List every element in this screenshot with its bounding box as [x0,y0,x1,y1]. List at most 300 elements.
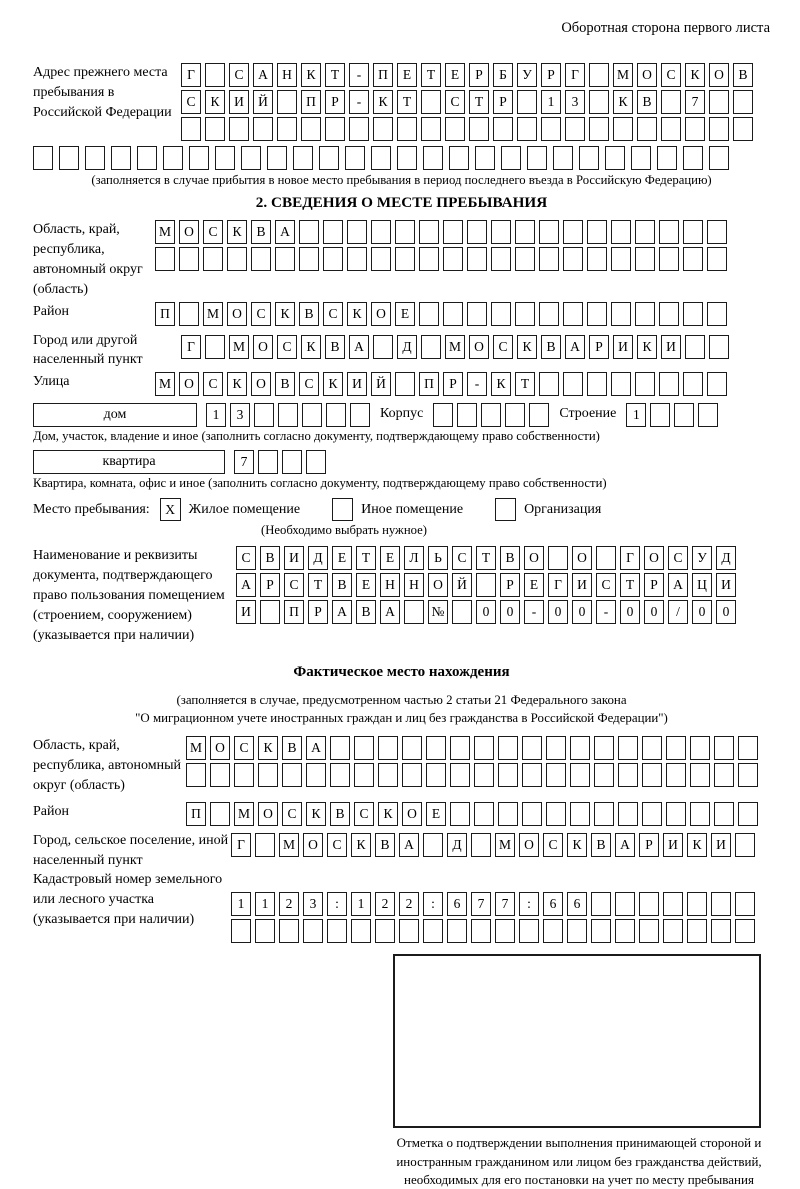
char-cell[interactable] [683,146,703,170]
char-cell[interactable]: 6 [543,892,563,916]
char-cell[interactable]: А [615,833,635,857]
char-cell[interactable]: К [275,302,295,326]
char-cell[interactable] [589,63,609,87]
char-cell[interactable] [515,220,535,244]
char-cell[interactable] [709,90,729,114]
char-cell[interactable]: Й [452,573,472,597]
char-cell[interactable]: У [517,63,537,87]
char-cell[interactable] [467,247,487,271]
char-cell[interactable] [515,247,535,271]
char-cell[interactable] [277,117,297,141]
char-cell[interactable] [402,763,422,787]
char-cell[interactable] [371,220,391,244]
char-cell[interactable]: В [637,90,657,114]
char-cell[interactable] [498,736,518,760]
char-cell[interactable] [546,802,566,826]
char-cell[interactable] [683,372,703,396]
char-cell[interactable]: 0 [476,600,496,624]
char-cell[interactable] [399,919,419,943]
char-cell[interactable] [539,372,559,396]
char-cell[interactable]: М [279,833,299,857]
char-cell[interactable] [277,90,297,114]
char-cell[interactable]: А [399,833,419,857]
char-cell[interactable] [546,736,566,760]
char-cell[interactable] [85,146,105,170]
char-cell[interactable]: К [491,372,511,396]
char-cell[interactable]: К [373,90,393,114]
char-cell[interactable] [631,146,651,170]
char-cell[interactable] [642,763,662,787]
char-cell[interactable] [543,919,563,943]
char-cell[interactable]: В [251,220,271,244]
char-cell[interactable] [137,146,157,170]
char-cell[interactable] [570,802,590,826]
char-cell[interactable] [275,247,295,271]
char-cell[interactable]: Т [421,63,441,87]
char-cell[interactable] [303,919,323,943]
char-cell[interactable]: Е [397,63,417,87]
char-cell[interactable] [205,335,225,359]
char-cell[interactable] [181,117,201,141]
char-cell[interactable] [476,573,496,597]
char-cell[interactable]: И [711,833,731,857]
char-cell[interactable] [685,335,705,359]
char-cell[interactable]: Т [515,372,535,396]
char-cell[interactable]: В [275,372,295,396]
char-cell[interactable] [687,919,707,943]
stay-option-residential-checkbox[interactable]: X [160,498,181,521]
char-cell[interactable] [579,146,599,170]
char-cell[interactable]: Т [476,546,496,570]
char-cell[interactable]: Г [620,546,640,570]
char-cell[interactable]: П [155,302,175,326]
char-cell[interactable]: К [351,833,371,857]
char-cell[interactable] [714,763,734,787]
char-cell[interactable] [505,403,525,427]
char-cell[interactable] [254,403,274,427]
char-cell[interactable] [491,220,511,244]
char-cell[interactable] [347,220,367,244]
char-cell[interactable]: О [709,63,729,87]
char-cell[interactable] [163,146,183,170]
char-cell[interactable]: - [467,372,487,396]
char-cell[interactable] [349,117,369,141]
char-cell[interactable] [423,833,443,857]
char-cell[interactable]: Л [404,546,424,570]
char-cell[interactable] [659,247,679,271]
char-cell[interactable] [618,802,638,826]
char-cell[interactable] [423,146,443,170]
char-cell[interactable] [395,220,415,244]
char-cell[interactable] [501,146,521,170]
char-cell[interactable] [659,302,679,326]
char-cell[interactable] [471,919,491,943]
char-cell[interactable] [474,802,494,826]
char-cell[interactable]: М [155,372,175,396]
char-cell[interactable]: Е [524,573,544,597]
char-cell[interactable]: И [347,372,367,396]
char-cell[interactable]: О [179,220,199,244]
char-cell[interactable] [326,403,346,427]
char-cell[interactable] [241,146,261,170]
char-cell[interactable] [452,600,472,624]
char-cell[interactable] [205,117,225,141]
char-cell[interactable]: У [692,546,712,570]
char-cell[interactable] [189,146,209,170]
char-cell[interactable]: П [284,600,304,624]
char-cell[interactable] [491,247,511,271]
char-cell[interactable] [325,117,345,141]
char-cell[interactable] [657,146,677,170]
char-cell[interactable] [498,802,518,826]
char-cell[interactable] [661,117,681,141]
char-cell[interactable]: С [236,546,256,570]
char-cell[interactable] [639,892,659,916]
char-cell[interactable] [687,892,707,916]
char-cell[interactable]: А [565,335,585,359]
char-cell[interactable]: Б [493,63,513,87]
char-cell[interactable] [714,736,734,760]
char-cell[interactable] [354,763,374,787]
char-cell[interactable] [539,302,559,326]
char-cell[interactable] [373,335,393,359]
char-cell[interactable]: Г [181,63,201,87]
char-cell[interactable] [596,546,616,570]
char-cell[interactable] [397,146,417,170]
char-cell[interactable] [475,146,495,170]
char-cell[interactable]: С [181,90,201,114]
char-cell[interactable] [467,220,487,244]
char-cell[interactable] [690,802,710,826]
char-cell[interactable] [260,600,280,624]
char-cell[interactable] [493,117,513,141]
char-cell[interactable]: В [299,302,319,326]
char-cell[interactable]: 1 [541,90,561,114]
char-cell[interactable]: : [327,892,347,916]
char-cell[interactable] [306,450,326,474]
char-cell[interactable] [395,372,415,396]
char-cell[interactable] [258,763,278,787]
char-cell[interactable] [111,146,131,170]
char-cell[interactable]: Т [469,90,489,114]
char-cell[interactable]: Р [500,573,520,597]
char-cell[interactable]: 0 [644,600,664,624]
char-cell[interactable]: К [378,802,398,826]
char-cell[interactable] [563,302,583,326]
char-cell[interactable] [587,247,607,271]
char-cell[interactable] [522,802,542,826]
char-cell[interactable] [421,117,441,141]
char-cell[interactable]: Р [469,63,489,87]
char-cell[interactable] [635,302,655,326]
char-cell[interactable] [589,117,609,141]
char-cell[interactable] [443,220,463,244]
char-cell[interactable] [234,763,254,787]
char-cell[interactable] [685,117,705,141]
char-cell[interactable]: В [260,546,280,570]
char-cell[interactable] [611,220,631,244]
char-cell[interactable]: 7 [234,450,254,474]
char-cell[interactable]: К [301,63,321,87]
char-cell[interactable]: С [354,802,374,826]
char-cell[interactable] [421,90,441,114]
char-cell[interactable] [419,220,439,244]
char-cell[interactable]: В [332,573,352,597]
char-cell[interactable]: Т [620,573,640,597]
char-cell[interactable] [529,403,549,427]
char-cell[interactable]: О [572,546,592,570]
char-cell[interactable]: Е [380,546,400,570]
char-cell[interactable] [674,403,694,427]
char-cell[interactable]: М [203,302,223,326]
char-cell[interactable]: Г [231,833,251,857]
char-cell[interactable] [179,247,199,271]
char-cell[interactable]: Г [565,63,585,87]
char-cell[interactable]: К [205,90,225,114]
char-cell[interactable]: К [301,335,321,359]
char-cell[interactable] [635,220,655,244]
char-cell[interactable] [450,736,470,760]
char-cell[interactable] [605,146,625,170]
char-cell[interactable] [419,247,439,271]
char-cell[interactable] [639,919,659,943]
char-cell[interactable]: 1 [351,892,371,916]
char-cell[interactable]: В [375,833,395,857]
char-cell[interactable]: В [282,736,302,760]
char-cell[interactable] [548,546,568,570]
char-cell[interactable]: А [349,335,369,359]
char-cell[interactable] [738,802,758,826]
char-cell[interactable]: : [519,892,539,916]
char-cell[interactable] [59,146,79,170]
char-cell[interactable] [711,919,731,943]
char-cell[interactable] [539,220,559,244]
stay-option-other-checkbox[interactable] [332,498,353,521]
char-cell[interactable]: 7 [685,90,705,114]
char-cell[interactable]: Е [395,302,415,326]
char-cell[interactable]: Р [443,372,463,396]
char-cell[interactable]: 7 [495,892,515,916]
char-cell[interactable] [323,220,343,244]
char-cell[interactable]: П [373,63,393,87]
stay-option-organization-checkbox[interactable] [495,498,516,521]
char-cell[interactable] [707,247,727,271]
char-cell[interactable] [563,372,583,396]
char-cell[interactable]: 0 [692,600,712,624]
char-cell[interactable] [611,372,631,396]
char-cell[interactable]: Т [325,63,345,87]
char-cell[interactable] [733,117,753,141]
char-cell[interactable] [253,117,273,141]
char-cell[interactable] [155,247,175,271]
char-cell[interactable]: С [251,302,271,326]
char-cell[interactable]: 0 [500,600,520,624]
char-cell[interactable] [611,247,631,271]
char-cell[interactable]: К [685,63,705,87]
char-cell[interactable] [279,919,299,943]
char-cell[interactable]: О [469,335,489,359]
char-cell[interactable] [255,919,275,943]
char-cell[interactable] [450,802,470,826]
char-cell[interactable] [541,117,561,141]
char-cell[interactable] [395,247,415,271]
char-cell[interactable] [469,117,489,141]
char-cell[interactable]: - [349,63,369,87]
char-cell[interactable] [618,763,638,787]
char-cell[interactable] [690,763,710,787]
char-cell[interactable]: Й [371,372,391,396]
char-cell[interactable] [443,302,463,326]
char-cell[interactable] [663,919,683,943]
char-cell[interactable] [319,146,339,170]
char-cell[interactable] [591,919,611,943]
char-cell[interactable] [611,302,631,326]
char-cell[interactable] [491,302,511,326]
char-cell[interactable] [709,146,729,170]
char-cell[interactable]: К [517,335,537,359]
char-cell[interactable] [733,90,753,114]
char-cell[interactable] [615,892,635,916]
char-cell[interactable]: О [210,736,230,760]
char-cell[interactable]: Р [325,90,345,114]
char-cell[interactable]: С [229,63,249,87]
char-cell[interactable]: Р [308,600,328,624]
char-cell[interactable] [471,833,491,857]
char-cell[interactable]: А [380,600,400,624]
char-cell[interactable]: П [186,802,206,826]
char-cell[interactable]: П [301,90,321,114]
char-cell[interactable] [215,146,235,170]
char-cell[interactable]: В [500,546,520,570]
char-cell[interactable] [587,302,607,326]
char-cell[interactable] [591,892,611,916]
char-cell[interactable] [570,736,590,760]
char-cell[interactable] [306,763,326,787]
char-cell[interactable]: Н [380,573,400,597]
char-cell[interactable]: 0 [572,600,592,624]
char-cell[interactable] [589,90,609,114]
char-cell[interactable] [515,302,535,326]
char-cell[interactable] [258,450,278,474]
char-cell[interactable]: И [236,600,256,624]
char-cell[interactable]: Р [260,573,280,597]
char-cell[interactable]: И [572,573,592,597]
char-cell[interactable] [618,736,638,760]
char-cell[interactable]: Е [356,573,376,597]
char-cell[interactable] [457,403,477,427]
char-cell[interactable] [615,919,635,943]
char-cell[interactable] [650,403,670,427]
char-cell[interactable]: А [253,63,273,87]
char-cell[interactable] [738,763,758,787]
char-cell[interactable]: 3 [565,90,585,114]
char-cell[interactable] [293,146,313,170]
char-cell[interactable]: С [203,220,223,244]
char-cell[interactable]: О [519,833,539,857]
char-cell[interactable] [345,146,365,170]
char-cell[interactable]: О [258,802,278,826]
char-cell[interactable]: В [356,600,376,624]
char-cell[interactable]: Д [308,546,328,570]
char-cell[interactable] [517,90,537,114]
char-cell[interactable]: С [445,90,465,114]
char-cell[interactable]: М [495,833,515,857]
char-cell[interactable]: С [234,736,254,760]
char-cell[interactable] [714,802,734,826]
char-cell[interactable]: И [716,573,736,597]
char-cell[interactable] [481,403,501,427]
char-cell[interactable] [327,919,347,943]
char-cell[interactable] [433,403,453,427]
char-cell[interactable]: М [613,63,633,87]
char-cell[interactable] [553,146,573,170]
char-cell[interactable] [210,802,230,826]
char-cell[interactable] [205,63,225,87]
char-cell[interactable]: С [323,302,343,326]
char-cell[interactable]: И [229,90,249,114]
char-cell[interactable]: О [637,63,657,87]
char-cell[interactable]: И [284,546,304,570]
char-cell[interactable] [351,919,371,943]
char-cell[interactable]: Ь [428,546,448,570]
char-cell[interactable] [474,736,494,760]
char-cell[interactable]: В [733,63,753,87]
char-cell[interactable]: С [668,546,688,570]
char-cell[interactable] [698,403,718,427]
char-cell[interactable] [251,247,271,271]
char-cell[interactable] [642,736,662,760]
char-cell[interactable] [563,247,583,271]
char-cell[interactable] [330,763,350,787]
char-cell[interactable]: М [229,335,249,359]
char-cell[interactable]: О [251,372,271,396]
char-cell[interactable]: Т [397,90,417,114]
char-cell[interactable] [347,247,367,271]
char-cell[interactable]: С [282,802,302,826]
char-cell[interactable] [443,247,463,271]
char-cell[interactable] [299,220,319,244]
char-cell[interactable] [203,247,223,271]
char-cell[interactable] [587,372,607,396]
char-cell[interactable]: Р [644,573,664,597]
char-cell[interactable] [404,600,424,624]
char-cell[interactable]: А [236,573,256,597]
char-cell[interactable] [735,833,755,857]
char-cell[interactable] [323,247,343,271]
char-cell[interactable]: И [663,833,683,857]
char-cell[interactable]: Е [426,802,446,826]
char-cell[interactable] [613,117,633,141]
char-cell[interactable] [423,919,443,943]
char-cell[interactable]: 0 [548,600,568,624]
char-cell[interactable] [278,403,298,427]
char-cell[interactable]: Р [589,335,609,359]
char-cell[interactable]: / [668,600,688,624]
char-cell[interactable] [570,763,590,787]
char-cell[interactable]: К [613,90,633,114]
char-cell[interactable]: А [275,220,295,244]
char-cell[interactable] [546,763,566,787]
char-cell[interactable] [594,763,614,787]
char-cell[interactable]: 2 [279,892,299,916]
char-cell[interactable] [522,763,542,787]
char-cell[interactable]: Е [445,63,465,87]
char-cell[interactable]: К [227,372,247,396]
char-cell[interactable]: И [613,335,633,359]
char-cell[interactable]: Ц [692,573,712,597]
char-cell[interactable] [663,892,683,916]
char-cell[interactable] [587,220,607,244]
